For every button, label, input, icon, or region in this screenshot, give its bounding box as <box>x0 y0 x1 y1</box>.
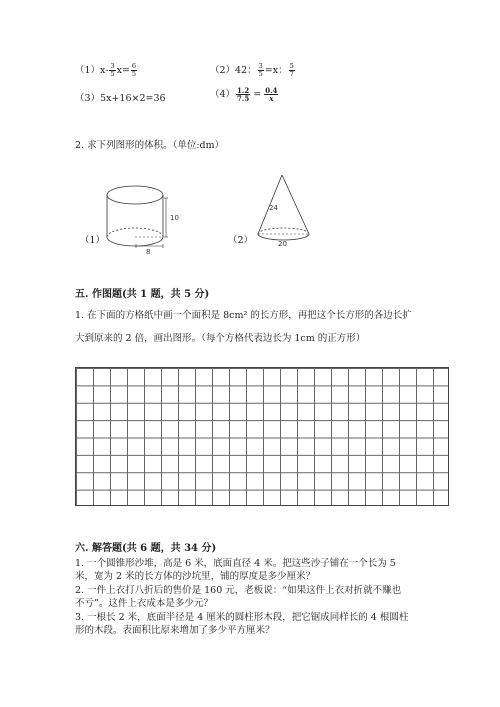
fraction <box>289 63 295 78</box>
equation-term: 5x+16×2=36 <box>100 93 166 104</box>
section-6-heading: 六. 解答题(共 6 题，共 34 分) <box>75 543 217 554</box>
section-6-q3-line2: 形的木段。表面积比原来增加了多少平方厘米？ <box>75 625 275 636</box>
cone-slant-label: 24 <box>269 204 278 212</box>
numerator: 6 <box>131 62 137 70</box>
equation-3 <box>75 90 166 104</box>
section-5-heading: 五. 作图题(共 1 题，共 5 分) <box>75 289 210 300</box>
volume-question-title: 2. 求下列图形的体积。（单位:dm） <box>75 140 225 151</box>
cylinder-diameter-label: 8 <box>146 248 151 256</box>
equation-term: 42： <box>235 65 257 76</box>
denominator: 5 <box>258 70 263 78</box>
denominator: 7 <box>289 70 294 78</box>
section-5-q1-line1: 1. 在下面的方格纸中画一个面积是 8cm² 的长方形，再把这个长方形的各边长扩 <box>75 310 412 321</box>
cylinder-height-label: 10 <box>170 214 179 222</box>
equation-label: （4） <box>210 89 236 100</box>
equation-label: （1） <box>75 65 101 76</box>
section-6-q1-line2: 米，宽为 2 米的长方体的沙坑里，铺的厚度是多少厘米？ <box>75 571 316 582</box>
shape-1-label: （1） <box>80 235 106 246</box>
equation-2 <box>210 62 296 78</box>
denominator: 7.5 <box>237 94 250 103</box>
fraction <box>258 63 264 78</box>
equation-label: （2） <box>210 65 236 76</box>
cone-figure <box>255 172 325 250</box>
equation-term: =x： <box>264 65 288 76</box>
equation-label: （3） <box>75 93 101 104</box>
denominator: 5 <box>110 70 115 78</box>
fraction <box>109 63 115 78</box>
grid-paper[interactable] <box>75 367 449 506</box>
equation-term: = <box>253 89 262 100</box>
equation-term: x= <box>116 65 130 76</box>
numerator: 1.2 <box>237 86 250 95</box>
equation-term: x- <box>100 65 109 76</box>
section-6-q2-line2: 不亏”。这件上衣成本是多少元？ <box>75 598 213 609</box>
section-5-q1-line2: 大到原来的 2 倍，画出图形。（每个方格代表边长为 1cm 的正方形） <box>75 333 366 344</box>
cylinder-figure <box>100 180 192 258</box>
section-6-q1-line1: 1. 一个圆锥形沙堆，高是 6 米，底面直径 4 米。把这些沙子铺在一个长为 5 <box>75 558 396 569</box>
shape-2-label: （2） <box>228 235 254 246</box>
fraction <box>236 87 250 102</box>
equation-4 <box>210 86 279 102</box>
numerator: 0.4 <box>265 86 278 95</box>
section-6-q2-line1: 2. 一件上衣打八折后的售价是 160 元，老板说：“如果这件上衣对折就不赚也 <box>75 585 402 596</box>
fraction <box>131 63 137 78</box>
section-6-q3-line1: 3. 一根长 2 米，底面半径是 4 厘米的圆柱形木段，把它锯成同样长的 4 根圆柱 <box>75 612 409 623</box>
denominator: x <box>269 94 274 103</box>
fraction <box>264 87 278 102</box>
cone-diameter-label: 20 <box>278 240 287 248</box>
equation-1 <box>75 62 138 78</box>
denominator: 5 <box>131 70 137 78</box>
numerator: 3 <box>258 62 263 70</box>
numerator: 3 <box>110 62 115 70</box>
numerator: 5 <box>289 62 294 70</box>
